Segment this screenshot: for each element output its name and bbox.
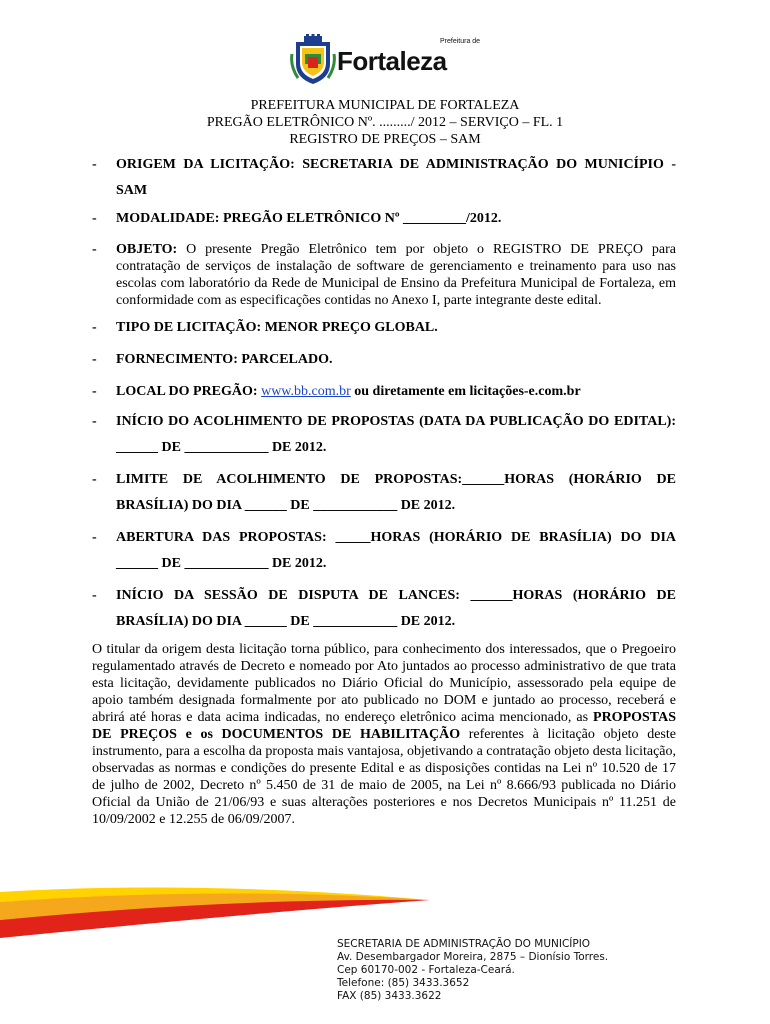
footer-address bbox=[337, 938, 608, 1003]
header-line-2: PREGÃO ELETRÔNICO Nº. ........./ 2012 – SERVIÇO – FL. 1 bbox=[206, 115, 564, 130]
footer-line-2: Av. Desembargador Moreira, 2875 – Dionísio Torres. bbox=[337, 951, 609, 963]
objeto-label: OBJETO: bbox=[116, 242, 178, 257]
local-rest: ou diretamente em licitações-e.com.br bbox=[350, 384, 581, 399]
paragraph-part-1: O titular da origem desta licitação torna público, para conhecimento dos interessados, que o Pregoeiro regulamentado através de Decreto e nomeado por Ato juntados ao processo administrativo de que trata esta licitação, devidamente publicados no Diário Oficial do Município, assessorado pela equipe de apoio também designada formalmente por ato publicado no DOM e juntado ao processo, receberá e abrirá até horas e data acima indicadas, no endereço eletrônico acima mencionado, as bbox=[92, 642, 676, 725]
footer-line-1: SECRETARIA DE ADMINISTRAÇÃO DO MUNICÍPIO bbox=[337, 938, 591, 950]
bullet-dash: - bbox=[92, 588, 97, 603]
logo-prefeitura-text: Prefeitura de bbox=[440, 38, 481, 45]
inicio-sessao-text: INÍCIO DA SESSÃO DE DISPUTA DE LANCES: ______HORAS (HORÁRIO DE BRASÍLIA) DO DIA ______ DE ____________ DE 2012. bbox=[116, 588, 676, 629]
objeto-text: O presente Pregão Eletrônico tem por objeto o REGISTRO DE PREÇO para contratação de serviços de instalação de software de gerenciamento e treinamento para uso nas escolas com laboratório da Rede de Municipal de Ensino da Prefeitura Municipal de Fortaleza, em conformidade com as especificações contidas no Anexo I, parte integrante deste edital. bbox=[116, 242, 676, 308]
bb-link[interactable]: www.bb.com.br bbox=[261, 384, 351, 399]
footer-line-5: FAX (85) 3433.3622 bbox=[337, 990, 442, 1002]
bullet-dash: - bbox=[92, 414, 97, 429]
footer-line-4: Telefone: (85) 3433.3652 bbox=[337, 977, 470, 989]
paragraph-part-2: referentes à licitação objeto deste instrumento, para a escolha da proposta mais vantajosa, objetivando a contratação objeto desta licitação, observadas as normas e condições do presente Edital e as disposições contidas na Lei nº 10.520 de 17 de julho de 2002, Decreto nº 5.450 de 31 de maio de 2005, na Lei nº 8.666/93 publicada no Diário Oficial da União de 21/06/93 e suas alterações posteriores e nos Decretos Municipais nº 11.251 de 10/09/2002 e 12.255 de 06/09/2007. bbox=[92, 727, 676, 827]
tipo-text: TIPO DE LICITAÇÃO: MENOR PREÇO GLOBAL. bbox=[116, 320, 438, 335]
main-paragraph bbox=[92, 641, 676, 828]
fornecimento-text: FORNECIMENTO: PARCELADO. bbox=[116, 352, 333, 367]
prefeitura-logo bbox=[290, 34, 490, 86]
bullet-dash: - bbox=[92, 157, 97, 172]
document-header bbox=[0, 97, 770, 148]
bullet-dash: - bbox=[92, 352, 97, 367]
item-tipo bbox=[92, 315, 676, 341]
item-local bbox=[92, 379, 676, 405]
bullet-dash: - bbox=[92, 530, 97, 545]
item-origem bbox=[92, 152, 676, 204]
item-objeto bbox=[92, 241, 676, 309]
footer-swoosh bbox=[0, 880, 770, 940]
limite-acolhimento-text: LIMITE DE ACOLHIMENTO DE PROPOSTAS:______HORAS (HORÁRIO DE BRASÍLIA) DO DIA ______ DE ____________ DE 2012. bbox=[116, 472, 676, 513]
logo-fortaleza-text: Fortaleza bbox=[337, 46, 447, 76]
item-fornecimento bbox=[92, 347, 676, 373]
footer-line-3: Cep 60170-002 - Fortaleza-Ceará. bbox=[337, 964, 515, 976]
header-line-1: PREFEITURA MUNICIPAL DE FORTALEZA bbox=[250, 98, 520, 113]
document-body bbox=[92, 152, 676, 828]
city-coat-of-arms-icon bbox=[290, 34, 336, 86]
item-modalidade bbox=[92, 210, 676, 227]
header-line-3: REGISTRO DE PREÇOS – SAM bbox=[289, 132, 481, 147]
inicio-acolhimento-text: INÍCIO DO ACOLHIMENTO DE PROPOSTAS (DATA DA PUBLICAÇÃO DO EDITAL): ______ DE ____________ DE 2012. bbox=[116, 414, 676, 455]
abertura-text: ABERTURA DAS PROPOSTAS: _____HORAS (HORÁRIO DE BRASÍLIA) DO DIA ______ DE ____________ DE 2012. bbox=[116, 530, 676, 571]
origem-text: ORIGEM DA LICITAÇÃO: SECRETARIA DE ADMINISTRAÇÃO DO MUNICÍPIO - SAM bbox=[116, 157, 676, 198]
local-label: LOCAL DO PREGÃO: bbox=[116, 384, 262, 399]
paragraph-bold: PROPOSTAS DE PREÇOS e os DOCUMENTOS DE HABILITAÇÃO bbox=[92, 710, 676, 742]
item-inicio-acolhimento bbox=[92, 409, 676, 461]
bullet-dash: - bbox=[92, 384, 97, 399]
item-inicio-sessao bbox=[92, 583, 676, 635]
item-limite-acolhimento bbox=[92, 467, 676, 519]
bullet-dash: - bbox=[92, 242, 97, 257]
bullet-dash: - bbox=[92, 472, 97, 487]
bullet-dash: - bbox=[92, 320, 97, 335]
modalidade-text: MODALIDADE: PREGÃO ELETRÔNICO Nº _________/2012. bbox=[116, 211, 502, 226]
bullet-dash: - bbox=[92, 211, 97, 226]
item-abertura bbox=[92, 525, 676, 577]
